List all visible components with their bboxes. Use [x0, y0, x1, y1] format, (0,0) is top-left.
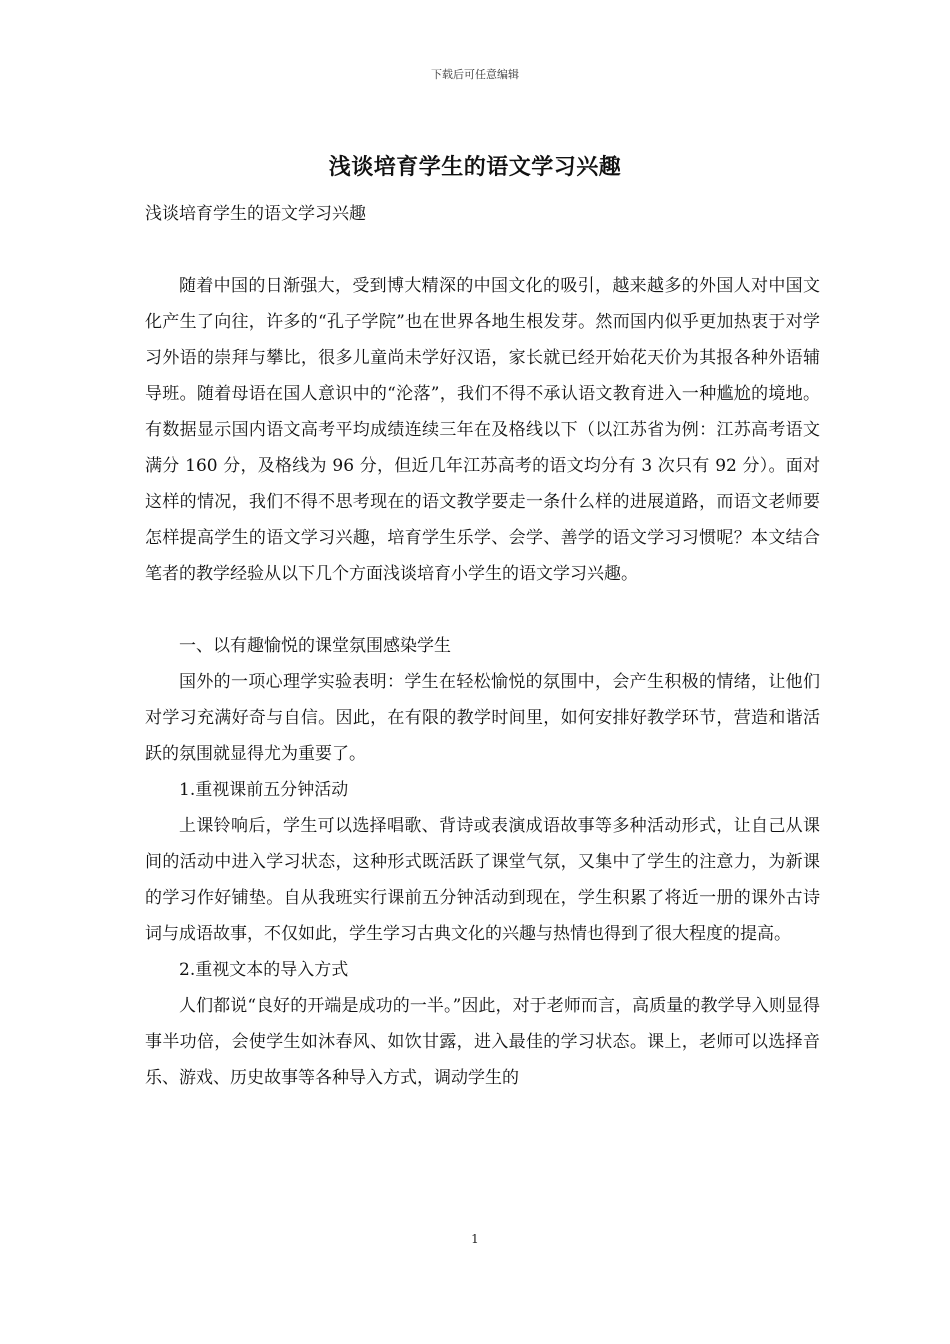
subtitle: 浅谈培育学生的语文学习兴趣 — [145, 204, 366, 224]
item2-paragraph: 人们都说“良好的开端是成功的一半。”因此，对于老师而言，高质量的教学导入则显得事半功倍，会使学生如沐春风、如饮甘露，进入最佳的学习状态。课上，老师可以选择音乐、游戏、历史故事等各种导入方式，调动学生的 — [145, 996, 820, 1088]
section1-heading: 一、以有趣愉悦的课堂氛围感染学生 — [179, 636, 451, 656]
page-number: 1 — [471, 1232, 479, 1246]
section1-paragraph: 国外的一项心理学实验表明：学生在轻松愉悦的氛围中，会产生积极的情绪，让他们对学习充满好奇与自信。因此，在有限的教学时间里，如何安排好教学环节，营造和谐活跃的氛围就显得尤为重要了。 — [145, 672, 820, 764]
item2-heading: 2.重视文本的导入方式 — [179, 960, 349, 980]
document-title: 浅谈培育学生的语文学习兴趣 — [328, 154, 622, 180]
header-note: 下载后可任意编辑 — [431, 68, 519, 81]
document-body — [145, 196, 820, 1096]
item1-heading: 1.重视课前五分钟活动 — [179, 780, 349, 800]
item1-paragraph: 上课铃响后，学生可以选择唱歌、背诗或表演成语故事等多种活动形式，让自己从课间的活动中进入学习状态，这种形式既活跃了课堂气氛，又集中了学生的注意力，为新课的学习作好铺垫。自从我班实行课前五分钟活动到现在，学生积累了将近一册的课外古诗词与成语故事，不仅如此，学生学习古典文化的兴趣与热情也得到了很大程度的提高。 — [145, 816, 820, 944]
intro-paragraph: 随着中国的日渐强大，受到博大精深的中国文化的吸引，越来越多的外国人对中国文化产生了向往，许多的“孔子学院”也在世界各地生根发芽。然而国内似乎更加热衷于对学习外语的崇拜与攀比，很多儿童尚未学好汉语，家长就已经开始花天价为其报各种外语辅导班。随着母语在国人意识中的“沦落”，我们不得不承认语文教育进入一种尴尬的境地。有数据显示国内语文高考平均成绩连续三年在及格线以下（以江苏省为例：江苏高考语文满分 160 分，及格线为 96 分，但近几年江苏高考的语文均分有 3 次只有 92 分）。面对这样的情况，我们不得不思考现在的语文教学要走一条什么样的进展道路，而语文老师要怎样提高学生的语文学习兴趣，培育学生乐学、会学、善学的语文学习习惯呢？本文结合笔者的教学经验从以下几个方面浅谈培育小学生的语文学习兴趣。 — [145, 276, 820, 584]
